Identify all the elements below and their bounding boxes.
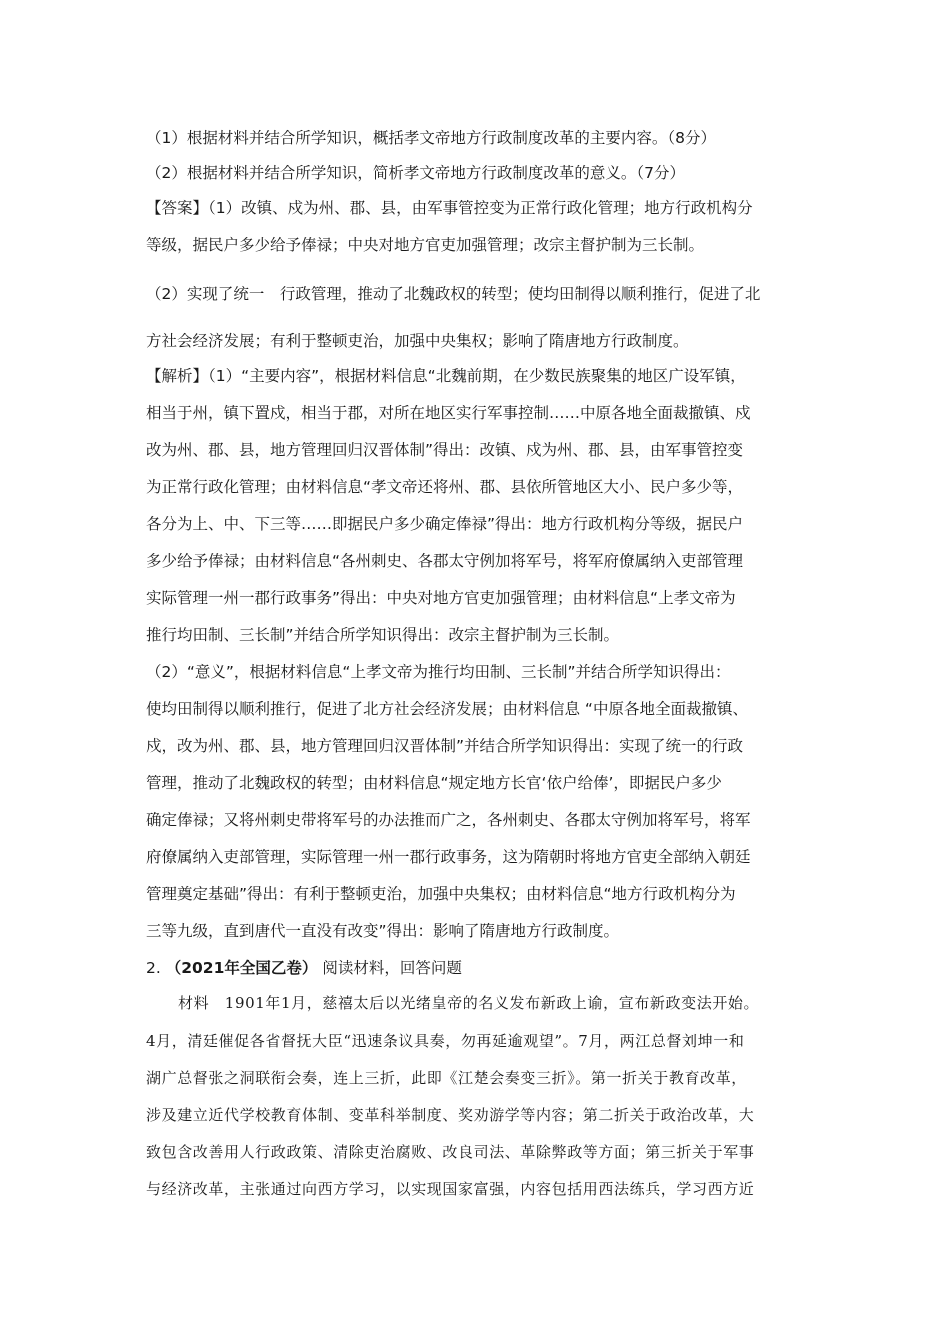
question-number: 2. [146,959,161,977]
analysis-line: （2）“意义”，根据材料信息“上孝文帝为推行均田制、三长制”并结合所学知识得出： [146,663,731,681]
analysis-line: 相当于州，镇下置戍，相当于郡，对所在地区实行军事控制……中原各地全面裁撤镇、戍 [146,404,751,422]
question-1-1: （1）根据材料并结合所学知识，概括孝文帝地方行政制度改革的主要内容。（8分） [146,129,716,147]
analysis-line: 管理，推动了北魏政权的转型；由材料信息“规定地方长官‘依户给俸’，即据民户多少 [146,774,722,792]
material-line: 与经济改革，主张通过向西方学习，以实现国家富强，内容包括用西法练兵，学习西方近 [146,1180,755,1198]
analysis-line: 戍，改为州、郡、县，地方管理回归汉晋体制”并结合所学知识得出：实现了统一的行政 [146,737,744,755]
question-prompt: 阅读材料，回答问题 [322,959,462,977]
question-1-2: （2）根据材料并结合所学知识，简析孝文帝地方行政制度改革的意义。（7分） [146,164,685,182]
material-line: 湖广总督张之洞联衔会奏，连上三折，此即《江楚会奏变三折》。第一折关于教育改革， [146,1069,747,1087]
answer-line: 【答案】（1）改镇、戍为州、郡、县，由军事管控变为正常行政化管理；地方行政机构分 [146,199,753,217]
material-line: 材料 1901年1月，慈禧太后以光绪皇帝的名义发布新政上谕，宣布新政变法开始。 [178,994,760,1012]
analysis-line: 推行均田制、三长制”并结合所学知识得出：改宗主督护制为三长制。 [146,626,620,644]
analysis-line: 【解析】（1）“主要内容”，根据材料信息“北魏前期，在少数民族聚集的地区广设军镇， [146,367,746,385]
material-line: 4月，清廷催促各省督抚大臣“迅速条议具奏，勿再延逾观望”。7月，两江总督刘坤一和 [146,1032,745,1050]
question-2-heading [146,961,462,977]
analysis-line: 确定俸禄；又将州刺史带将军号的办法推而广之，各州刺史、各郡太守例加将军号，将军 [146,811,751,829]
answer-line: 等级，据民户多少给予俸禄；中央对地方官吏加强管理；改宗主督护制为三长制。 [146,236,705,254]
analysis-line: 改为州、郡、县，地方管理回归汉晋体制”得出：改镇、戍为州、郡、县，由军事管控变 [146,441,744,459]
analysis-line: 管理奠定基础”得出：有利于整顿吏治，加强中央集权；由材料信息“地方行政机构分为 [146,885,736,903]
analysis-line: 各分为上、中、下三等……即据民户多少确定俸禄”得出：地方行政机构分等级，据民户 [146,515,744,533]
answer-line: 方社会经济发展；有利于整顿吏治，加强中央集权；影响了隋唐地方行政制度。 [146,332,689,350]
material-line: 涉及建立近代学校教育体制、变革科举制度、奖劝游学等内容；第二折关于政治改革，大 [146,1106,755,1124]
analysis-line: 多少给予俸禄；由材料信息“各州刺史、各郡太守例加将军号，将军府僚属纳入吏部管理 [146,552,744,570]
analysis-line: 使均田制得以顺利推行，促进了北方社会经济发展；由材料信息 “中原各地全面裁撤镇、 [146,700,748,718]
analysis-line: 实际管理一州一郡行政事务”得出：中央对地方官吏加强管理；由材料信息“上孝文帝为 [146,589,736,607]
analysis-line: 三等九级，直到唐代一直没有改变”得出：影响了隋唐地方行政制度。 [146,922,620,940]
material-line: 致包含改善用人行政政策、清除吏治腐败、改良司法、革除弊政等方面；第三折关于军事 [146,1143,755,1161]
analysis-line: 为正常行政化管理；由材料信息“孝文帝还将州、郡、县依所管地区大小、民户多少等， [146,478,744,496]
answer-line: （2）实现了统一 行政管理，推动了北魏政权的转型；使均田制得以顺利推行，促进了北 [146,285,761,303]
analysis-line: 府僚属纳入吏部管理，实际管理一州一郡行政事务，这为隋朝时将地方官吏全部纳入朝廷 [146,848,751,866]
question-source: （2021年全国乙卷） [165,959,318,977]
